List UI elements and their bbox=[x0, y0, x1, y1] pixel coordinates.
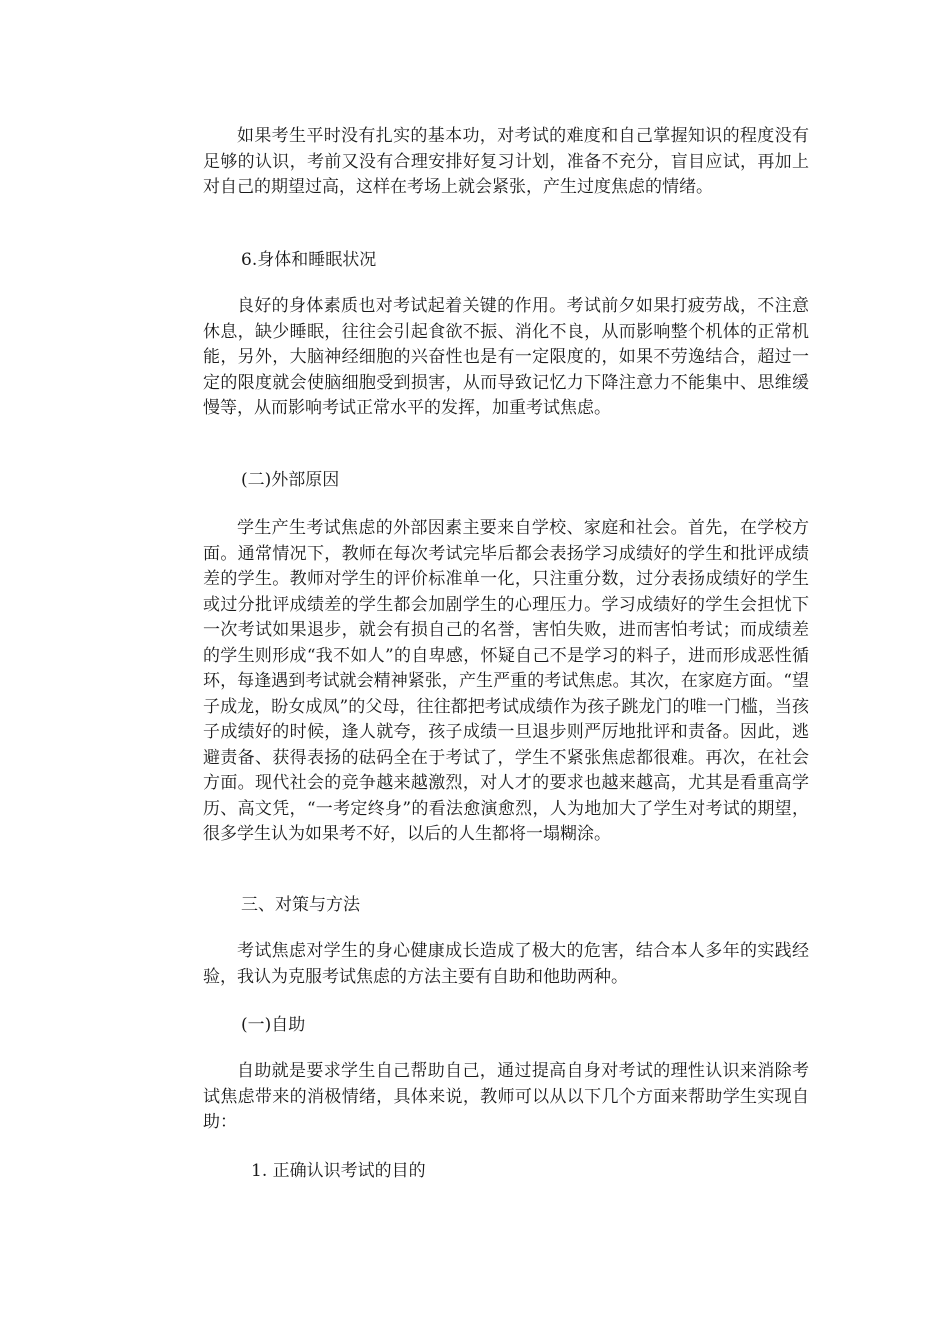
heading-external-causes: (二)外部原因 bbox=[241, 470, 340, 490]
paragraph-self-help: 自助就是要求学生自己帮助自己，通过提高自身对考试的理性认识来消除考试焦虑带来的消极情绪，具体来说，教师可以从以下几个方面来帮助学生实现自助： bbox=[203, 1061, 809, 1132]
paragraph-exam-preparation: 如果考生平时没有扎实的基本功，对考试的难度和自己掌握知识的程度没有足够的认识，考前又没有合理安排好复习计划，准备不充分，盲目应试，再加上对自己的期望过高，这样在考场上就会紧张，产生过度焦虑的情绪。 bbox=[203, 126, 809, 197]
heading-body-and-sleep: 6.身体和睡眠状况 bbox=[241, 250, 377, 270]
paragraph-external-factors: 学生产生考试焦虑的外部因素主要来自学校、家庭和社会。首先，在学校方面。通常情况下，教师在每次考试完毕后都会表扬学习成绩好的学生和批评成绩差的学生。教师对学生的评价标准单一化，只注重分数，过分表扬成绩好的学生或过分批评成绩差的学生都会加剧学生的心理压力。学习成绩好的学生会担忧下一次考试如果退步，就会有损自己的名誉，害怕失败，进而害怕考试；而成绩差的学生则形成“我不如人”的自卑感，怀疑自己不是学习的料子，进而形成恶性循环，每逢遇到考试就会精神紧张，产生严重的考试焦虑。其次，在家庭方面。“望子成龙，盼女成凤”的父母，往往都把考试成绩作为孩子跳龙门的唯一门槛，当孩子成绩好的时候，逢人就夸，孩子成绩一旦退步则严厉地批评和责备。因此，逃避责备、获得表扬的砝码全在于考试了，学生不紧张焦虑都很难。再次，在社会方面。现代社会的竞争越来越激烈，对人才的要求也越来越高，尤其是看重高学历、高文凭，“一考定终身”的看法愈演愈烈，人为地加大了学生对考试的期望，很多学生认为如果考不好，以后的人生都将一塌糊涂。 bbox=[203, 518, 809, 844]
heading-understand-exam-purpose: 1. 正确认识考试的目的 bbox=[251, 1161, 426, 1181]
heading-self-help: (一)自助 bbox=[241, 1015, 306, 1035]
paragraph-strategies-intro: 考试焦虑对学生的身心健康成长造成了极大的危害，结合本人多年的实践经验，我认为克服考试焦虑的方法主要有自助和他助两种。 bbox=[203, 941, 809, 987]
paragraph-physical-condition: 良好的身体素质也对考试起着关键的作用。考试前夕如果打疲劳战，不注意休息，缺少睡眠，往往会引起食欲不振、消化不良，从而影响整个机体的正常机能，另外，大脑神经细胞的兴奋性也是有一定限度的，如果不劳逸结合，超过一定的限度就会使脑细胞受到损害，从而导致记忆力下降注意力不能集中、思维缓慢等，从而影响考试正常水平的发挥，加重考试焦虑。 bbox=[203, 296, 809, 418]
heading-strategies-and-methods: 三、对策与方法 bbox=[241, 895, 360, 915]
